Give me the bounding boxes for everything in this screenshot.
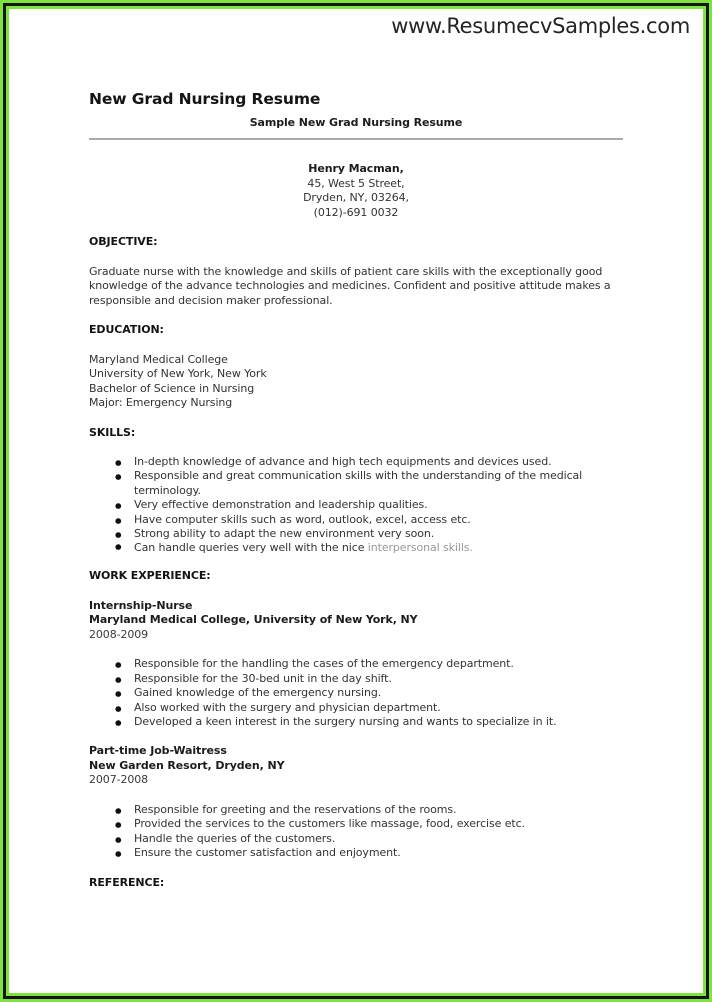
job-bullets-internship <box>89 657 623 729</box>
job-bullet: ● Gained knowledge of the emergency nursing. <box>89 686 623 700</box>
job-bullet: ● Also worked with the surgery and physician department. <box>89 701 623 715</box>
page-title: New Grad Nursing Resume <box>89 90 321 108</box>
page-subtitle: Sample New Grad Nursing Resume <box>249 116 463 129</box>
education-line: Major: Emergency Nursing <box>89 396 233 409</box>
skills-bullet-last <box>89 541 623 554</box>
job-dates: 2007-2008 <box>89 773 149 787</box>
job-header-waitress <box>89 744 623 788</box>
job-bullet: ● Provided the services to the customers like massage, food, exercise etc. <box>89 817 623 831</box>
resume-content <box>9 90 703 890</box>
job-header-internship <box>89 599 623 643</box>
contact-name: Henry Macman, <box>308 162 404 175</box>
job-organization: New Garden Resort, Dryden, NY <box>89 758 285 772</box>
reference-heading: REFERENCE: <box>89 875 165 889</box>
page-frame <box>3 3 709 999</box>
job-bullet: ● Handle the queries of the customers. <box>89 832 623 846</box>
interpersonal-skills-link[interactable]: interpersonal skills. <box>367 541 473 555</box>
contact-block <box>89 162 623 220</box>
job-organization: Maryland Medical College, University of New York, NY <box>89 613 418 627</box>
education-line: University of New York, New York <box>89 367 267 380</box>
education-line: Maryland Medical College <box>89 352 228 366</box>
job-bullet: ● Ensure the customer satisfaction and enjoyment. <box>89 846 623 860</box>
job-title: Part-time Job-Waitress <box>89 744 227 758</box>
skills-bullet: ● Strong ability to adapt the new environment very soon. <box>89 527 623 541</box>
job-bullet: ● Responsible for greeting and the reservations of the rooms. <box>89 803 623 817</box>
job-title: Internship-Nurse <box>89 598 193 612</box>
objective-heading: OBJECTIVE: <box>89 235 158 248</box>
skills-bullet: ● Very effective demonstration and leadership qualities. <box>89 498 623 512</box>
header-divider <box>89 138 623 140</box>
job-bullet: ● Developed a keen interest in the surgery nursing and wants to specialize in it. <box>89 715 623 729</box>
education-line: Bachelor of Science in Nursing <box>89 381 255 395</box>
objective-text: Graduate nurse with the knowledge and skills of patient care skills with the exceptionally good knowledge of the advance technologies and medicines. Confident and positive attitude makes a responsible and decision maker professional. <box>89 264 611 307</box>
work-experience-heading: WORK EXPERIENCE: <box>89 569 211 583</box>
job-bullet: ● Responsible for the 30-bed unit in the day shift. <box>89 672 623 686</box>
job-bullets-waitress <box>89 803 623 861</box>
contact-phone: (012)-691 0032 <box>313 205 399 219</box>
skills-bullet-last-text: Can handle queries very well with the nice <box>134 541 368 555</box>
education-list <box>89 353 623 411</box>
skills-bullet: ● Have computer skills such as word, outlook, excel, access etc. <box>89 513 623 527</box>
skills-list <box>89 455 623 541</box>
skills-heading: SKILLS: <box>89 425 136 439</box>
contact-address-line1: 45, West 5 Street, <box>307 176 405 190</box>
education-heading: EDUCATION: <box>89 323 164 336</box>
contact-address-line2: Dryden, NY, 03264, <box>303 191 409 204</box>
site-watermark: www.ResumecvSamples.com <box>391 14 690 38</box>
skills-bullet: ● Responsible and great communication skills with the understanding of the medical terminology. <box>89 469 623 498</box>
job-bullet: ● Responsible for the handling the cases of the emergency department. <box>89 657 623 671</box>
resume-page <box>9 9 703 993</box>
job-dates: 2008-2009 <box>89 627 149 641</box>
skills-bullet: ● In-depth knowledge of advance and high tech equipments and devices used. <box>89 455 623 469</box>
